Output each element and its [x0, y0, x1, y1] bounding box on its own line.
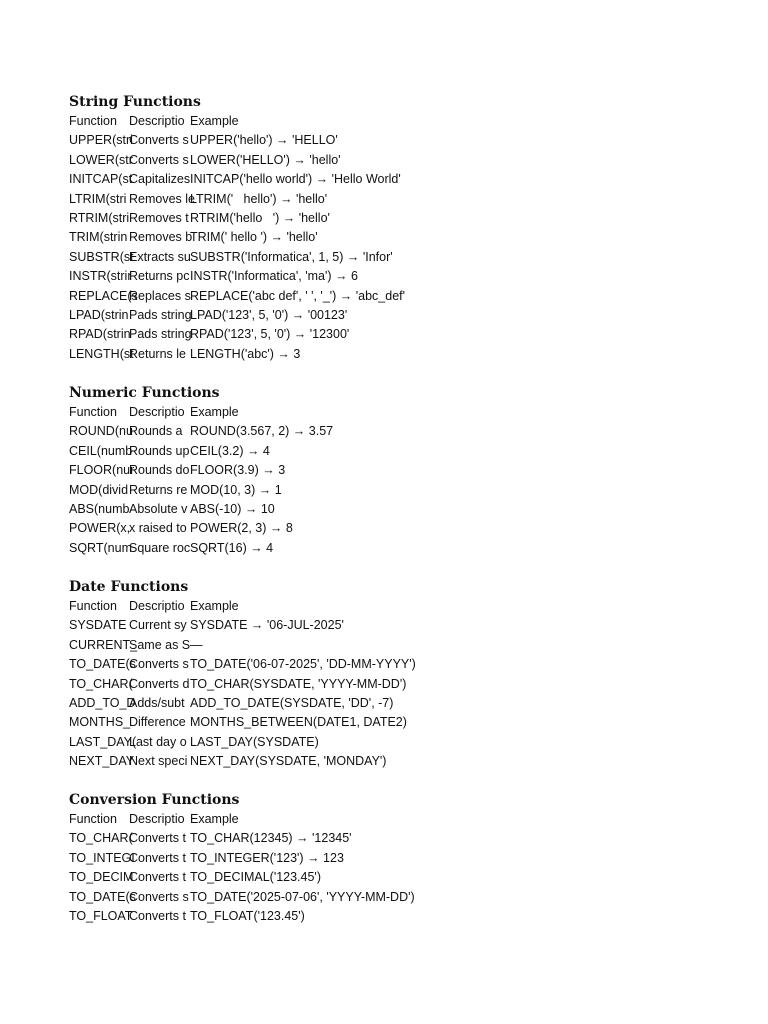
description-cell: Replaces s	[129, 288, 191, 303]
example-cell: ABS(-10) → 10	[190, 501, 275, 516]
function-cell: LPAD(strin	[69, 307, 129, 322]
example-cell: INITCAP('hello world') → 'Hello World'	[190, 172, 401, 187]
function-cell: LOWER(str	[69, 152, 133, 167]
description-cell: Rounds a	[129, 424, 183, 439]
description-cell: Capitalizes	[129, 172, 191, 187]
function-cell: CEIL(numb	[69, 443, 133, 458]
header-description: Descriptio	[129, 405, 185, 419]
example-cell: LPAD('123', 5, '0') → '00123'	[190, 307, 348, 322]
example-cell: TO_DATE('2025-07-06', 'YYYY-MM-DD')	[190, 889, 415, 904]
table-row	[69, 888, 490, 907]
description-cell: x raised to	[129, 521, 187, 536]
table-row	[69, 151, 490, 170]
example-cell: LAST_DAY(SYSDATE)	[190, 734, 319, 749]
table-row	[69, 461, 490, 480]
numeric-functions-section	[69, 384, 490, 558]
table-row	[69, 733, 490, 752]
description-cell: Difference	[129, 715, 186, 730]
table-row	[69, 248, 490, 267]
function-cell: TO_INTEGI	[69, 850, 135, 865]
description-cell: Removes b	[129, 230, 193, 245]
section-title: Conversion Functions	[69, 792, 240, 808]
table-row	[69, 655, 490, 674]
function-cell: RPAD(strin	[69, 327, 131, 342]
description-cell: Rounds do	[129, 463, 190, 478]
header-example: Example	[190, 405, 239, 419]
description-cell: Converts s	[129, 152, 189, 167]
function-cell: ROUND(nu	[69, 424, 133, 439]
function-cell: LTRIM(stri	[69, 191, 127, 206]
description-cell: Converts s	[129, 133, 189, 148]
example-cell: NEXT_DAY(SYSDATE, 'MONDAY')	[190, 754, 387, 769]
function-cell: POWER(x,	[69, 521, 131, 536]
table-row	[69, 442, 490, 461]
function-cell: UPPER(stri	[69, 133, 133, 148]
function-cell: ABS(numb	[69, 501, 130, 516]
table-row	[69, 829, 490, 848]
table-header-row	[69, 112, 490, 131]
example-cell: —	[190, 637, 203, 652]
function-cell: RTRIM(stri	[69, 210, 130, 225]
header-function: Function	[69, 599, 117, 613]
table-row	[69, 287, 490, 306]
example-cell: ROUND(3.567, 2) → 3.57	[190, 424, 334, 439]
function-cell: MOD(divid	[69, 482, 129, 497]
table-row	[69, 675, 490, 694]
function-cell: CURRENT_	[69, 637, 138, 652]
header-description: Descriptio	[129, 114, 185, 128]
description-cell: Rounds up	[129, 443, 190, 458]
header-function: Function	[69, 812, 117, 826]
section-title: Date Functions	[69, 579, 189, 595]
example-cell: TO_DATE('06-07-2025', 'DD-MM-YYYY')	[190, 657, 416, 672]
table-row	[69, 849, 490, 868]
table-header-row	[69, 810, 490, 829]
table-row	[69, 694, 490, 713]
function-cell: LAST_DAY(	[69, 734, 137, 749]
header-function: Function	[69, 405, 117, 419]
example-cell: TO_INTEGER('123') → 123	[190, 850, 344, 865]
header-function: Function	[69, 114, 117, 128]
example-cell: SQRT(16) → 4	[190, 540, 274, 555]
table-row	[69, 306, 490, 325]
example-cell: TO_FLOAT('123.45')	[190, 908, 305, 923]
function-cell: TO_FLOAT	[69, 908, 133, 923]
example-cell: FLOOR(3.9) → 3	[190, 463, 286, 478]
function-cell: ADD_TO_D	[69, 695, 136, 710]
example-cell: TRIM(' hello ') → 'hello'	[190, 230, 318, 245]
table-row	[69, 345, 490, 364]
example-cell: TO_CHAR(SYSDATE, 'YYYY-MM-DD')	[190, 676, 407, 691]
description-cell: Removes le	[129, 191, 195, 206]
example-cell: CEIL(3.2) → 4	[190, 443, 270, 458]
description-cell: Returns le	[129, 346, 186, 361]
section-title: Numeric Functions	[69, 385, 220, 401]
conversion-functions-section	[69, 791, 490, 926]
table-row	[69, 713, 490, 732]
function-cell: SQRT(num	[69, 540, 132, 555]
description-cell: Current sy	[129, 618, 187, 633]
description-cell: Converts t	[129, 831, 186, 846]
table-row	[69, 907, 490, 926]
example-cell: MOD(10, 3) → 1	[190, 482, 282, 497]
example-cell: REPLACE('abc def', ' ', '_') → 'abc_def'	[190, 288, 406, 303]
description-cell: Returns pc	[129, 269, 190, 284]
function-cell: TO_CHAR(	[69, 676, 133, 691]
table-row	[69, 170, 490, 189]
header-description: Descriptio	[129, 599, 185, 613]
description-cell: Next speci	[129, 754, 188, 769]
description-cell: Square roc	[129, 540, 191, 555]
function-cell: INITCAP(st	[69, 172, 133, 187]
header-description: Descriptio	[129, 812, 185, 826]
table-row	[69, 636, 490, 655]
function-cell: SYSDATE	[69, 618, 127, 633]
example-cell: RTRIM('hello ') → 'hello'	[190, 210, 330, 225]
description-cell: Returns re	[129, 482, 188, 497]
example-cell: SYSDATE → '06-JUL-2025'	[190, 618, 344, 633]
description-cell: Pads string	[129, 307, 192, 322]
description-cell: Converts t	[129, 908, 186, 923]
function-cell: SUBSTR(st	[69, 249, 134, 264]
function-cell: MONTHS_	[69, 715, 131, 730]
description-cell: Removes t	[129, 210, 189, 225]
function-cell: REPLACE(s	[69, 288, 138, 303]
table-row	[69, 539, 490, 558]
table-row	[69, 616, 490, 635]
header-example: Example	[190, 812, 239, 826]
table-header-row	[69, 597, 490, 616]
table-row	[69, 325, 490, 344]
section-title: String Functions	[69, 94, 201, 110]
example-cell: ADD_TO_DATE(SYSDATE, 'DD', -7)	[190, 695, 394, 710]
function-cell: TO_DECIM	[69, 870, 134, 885]
table-row	[69, 752, 490, 771]
table-row	[69, 228, 490, 247]
example-cell: INSTR('Informatica', 'ma') → 6	[190, 269, 358, 284]
table-row	[69, 481, 490, 500]
function-cell: FLOOR(nur	[69, 463, 135, 478]
description-cell: Adds/subt	[129, 695, 185, 710]
example-cell: LENGTH('abc') → 3	[190, 346, 301, 361]
function-cell: TO_DATE(s	[69, 657, 136, 672]
example-cell: UPPER('hello') → 'HELLO'	[190, 133, 338, 148]
description-cell: Extracts su	[129, 249, 191, 264]
table-row	[69, 519, 490, 538]
description-cell: Converts s	[129, 889, 189, 904]
table-row	[69, 190, 490, 209]
function-cell: TRIM(strin	[69, 230, 128, 245]
function-cell: NEXT_DAY	[69, 754, 135, 769]
example-cell: SUBSTR('Informatica', 1, 5) → 'Infor'	[190, 249, 393, 264]
example-cell: RPAD('123', 5, '0') → '12300'	[190, 327, 350, 342]
header-example: Example	[190, 599, 239, 613]
date-functions-section	[69, 578, 490, 772]
table-row	[69, 868, 490, 887]
string-functions-section	[69, 93, 490, 364]
description-cell: Pads string	[129, 327, 192, 342]
table-row	[69, 131, 490, 150]
description-cell: Same as S	[129, 637, 191, 652]
function-cell: LENGTH(st	[69, 346, 134, 361]
example-cell: TO_DECIMAL('123.45')	[190, 870, 321, 885]
table-row	[69, 209, 490, 228]
example-cell: POWER(2, 3) → 8	[190, 521, 293, 536]
function-cell: INSTR(strir	[69, 269, 132, 284]
function-cell: TO_DATE(s	[69, 889, 136, 904]
header-example: Example	[190, 114, 239, 128]
table-row	[69, 500, 490, 519]
description-cell: Converts t	[129, 850, 186, 865]
example-cell: LOWER('HELLO') → 'hello'	[190, 152, 341, 167]
table-header-row	[69, 403, 490, 422]
description-cell: Converts t	[129, 870, 186, 885]
table-row	[69, 267, 490, 286]
table-row	[69, 422, 490, 441]
function-cell: TO_CHAR(	[69, 831, 133, 846]
example-cell: MONTHS_BETWEEN(DATE1, DATE2)	[190, 715, 407, 730]
description-cell: Absolute v	[129, 501, 188, 516]
example-cell: LTRIM(' hello') → 'hello'	[190, 191, 328, 206]
description-cell: Last day o	[129, 734, 187, 749]
example-cell: TO_CHAR(12345) → '12345'	[190, 831, 352, 846]
description-cell: Converts s	[129, 657, 189, 672]
description-cell: Converts d	[129, 676, 190, 691]
